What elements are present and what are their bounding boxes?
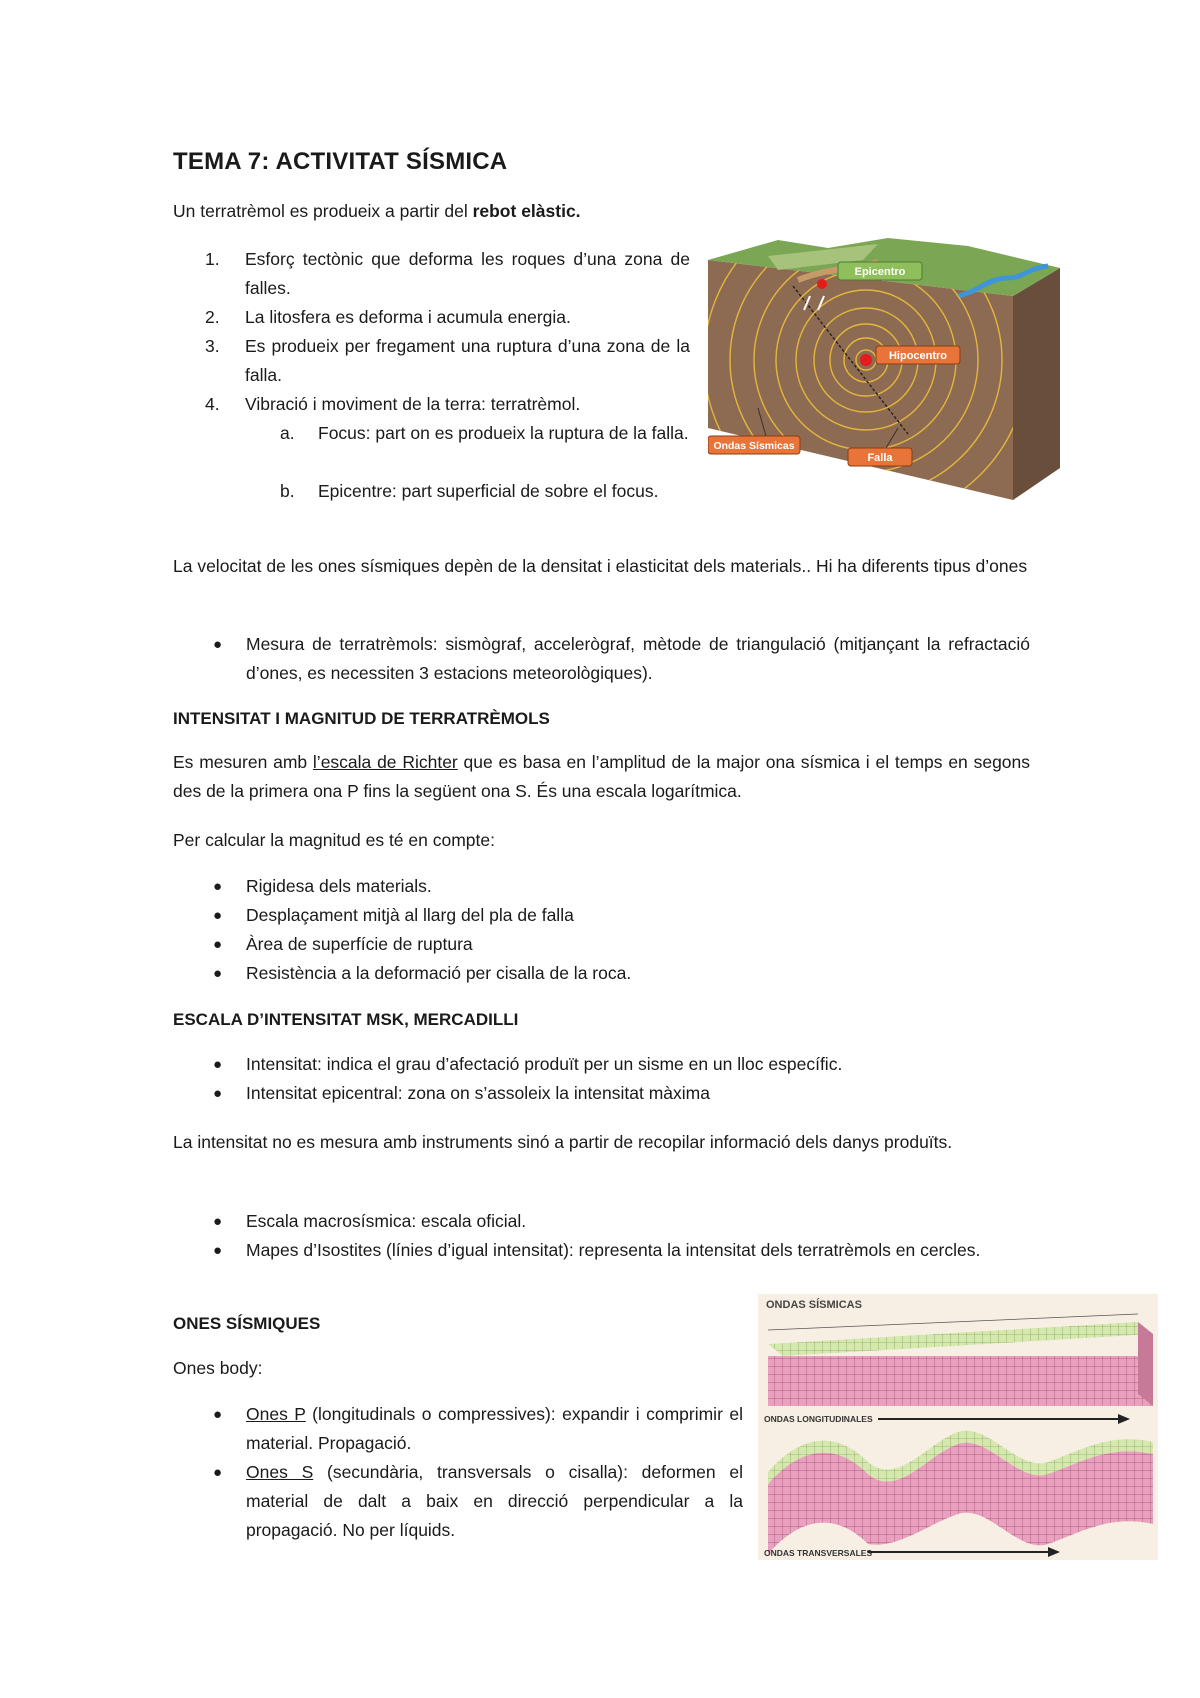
bullet-dot: ● bbox=[213, 1056, 223, 1073]
intro-paragraph bbox=[173, 197, 1030, 226]
heading-intensitat: INTENSITAT I MAGNITUD DE TERRATRÈMOLS bbox=[173, 709, 550, 728]
magnitud-bullet-2 bbox=[213, 901, 1030, 930]
bullet-dot: ● bbox=[213, 1242, 223, 1259]
velocity-paragraph: La velocitat de les ones sísmiques depèn de la densitat i elasticitat dels materials.. Hi ha diferents tipus d’ones bbox=[173, 556, 1028, 576]
substep-item-b bbox=[280, 477, 690, 506]
bullet-text bbox=[246, 1458, 743, 1545]
ones-s-bullet bbox=[213, 1458, 743, 1545]
ones-s-text: (secundària, transversals o cisalla): deformen el material de dalt a baix en direcció perpendicular a la propagació. No per líquids. bbox=[246, 1462, 743, 1540]
step-number: 3. bbox=[205, 336, 220, 356]
earthquake-block-diagram bbox=[708, 238, 1060, 500]
epicentre-dot bbox=[817, 279, 827, 289]
magnitud-intro: Per calcular la magnitud es té en compte: bbox=[173, 830, 495, 850]
ones-s-link[interactable]: Ones S bbox=[246, 1462, 314, 1482]
bullet-dot: ● bbox=[213, 636, 223, 653]
svg-text:Falla: Falla bbox=[867, 452, 893, 464]
bullet-text: Mesura de terratrèmols: sismògraf, accelerògraf, mètode de triangulació (mitjançant la refractació d’ones, es necessiten 3 estacions meteorològiques). bbox=[246, 634, 1030, 683]
intro-bold: rebot elàstic. bbox=[472, 201, 581, 221]
bullet-dot: ● bbox=[213, 907, 223, 924]
intensitat-paragraph: La intensitat no es mesura amb instruments sinó a partir de recopilar informació dels danys produïts. bbox=[173, 1132, 953, 1152]
bullet-dot: ● bbox=[213, 965, 223, 982]
step-number: 4. bbox=[205, 394, 220, 414]
label-ondas-sismicas bbox=[708, 436, 800, 454]
richter-pre: Es mesuren amb bbox=[173, 752, 313, 772]
escala2-bullet-1 bbox=[213, 1207, 1030, 1236]
bullet-dot: ● bbox=[213, 1213, 223, 1230]
label-hipocentro bbox=[876, 346, 960, 364]
page-title: TEMA 7: ACTIVITAT SÍSMICA bbox=[173, 148, 508, 175]
richter-post: que es basa en l’amplitud de la major ona sísmica i el temps en segons des de la primera ona P fins la següent ona S. És una escala logarítmica. bbox=[173, 752, 1031, 801]
bullet-text bbox=[246, 1400, 743, 1458]
richter-link[interactable]: l’escala de Richter bbox=[312, 752, 458, 772]
heading-ones: ONES SÍSMIQUES bbox=[173, 1314, 321, 1333]
label-ondas-transversales: ONDAS TRANSVERSALES bbox=[764, 1548, 873, 1558]
bullet-dot: ● bbox=[213, 1464, 223, 1481]
substep-letter: a. bbox=[280, 423, 295, 443]
step-text: Esforç tectònic que deforma les roques d’una zona de falles. bbox=[245, 249, 690, 298]
step-number: 2. bbox=[205, 307, 220, 327]
ones-p-link[interactable]: Ones P bbox=[246, 1404, 306, 1424]
hypocentre-dot bbox=[860, 354, 872, 366]
magnitud-bullet-4 bbox=[213, 959, 1030, 988]
substep-item-a bbox=[280, 419, 690, 448]
bullet-text: Resistència a la deformació per cisalla de la roca. bbox=[246, 963, 632, 983]
substep-text: Epicentre: part superficial de sobre el focus. bbox=[318, 481, 659, 501]
intro-text: Un terratrèmol es produeix a partir del bbox=[173, 201, 473, 221]
bullet-text: Mapes d’Isostites (línies d’igual intensitat): representa la intensitat dels terratrèmols en cercles. bbox=[246, 1240, 981, 1260]
escala-bullet-1 bbox=[213, 1050, 1030, 1079]
bullet-dot: ● bbox=[213, 878, 223, 895]
bullet-text: Desplaçament mitjà al llarg del pla de falla bbox=[246, 905, 574, 925]
step-item-3 bbox=[205, 332, 690, 390]
seismic-waves-illustration bbox=[758, 1294, 1158, 1560]
bullet-text: Escala macrosísmica: escala oficial. bbox=[246, 1211, 527, 1231]
label-falla bbox=[848, 448, 912, 466]
label-epicentro bbox=[838, 262, 922, 280]
bullet-dot: ● bbox=[213, 936, 223, 953]
bullet-text: Intensitat epicentral: zona on s’assoleix la intensitat màxima bbox=[246, 1083, 710, 1103]
escala-bullet-2 bbox=[213, 1079, 1030, 1108]
step-number: 1. bbox=[205, 249, 220, 269]
svg-text:Epicentro: Epicentro bbox=[854, 266, 906, 278]
magnitud-bullet-1 bbox=[213, 872, 1030, 901]
step-item-2 bbox=[205, 303, 690, 332]
substep-letter: b. bbox=[280, 481, 295, 501]
ones-p-bullet bbox=[213, 1400, 743, 1458]
label-ondas-longitudinales: ONDAS LONGITUDINALES bbox=[764, 1414, 873, 1424]
measure-bullet bbox=[213, 630, 1030, 688]
ones-p-text: (longitudinals o compressives): expandir i comprimir el material. Propagació. bbox=[246, 1404, 743, 1453]
step-item-1 bbox=[205, 245, 690, 303]
escala2-bullet-2 bbox=[213, 1236, 1030, 1265]
step-item-4 bbox=[205, 390, 690, 419]
svg-text:Ondas Sísmicas: Ondas Sísmicas bbox=[713, 440, 795, 452]
block-side-face bbox=[1013, 268, 1060, 500]
step-text: Vibració i moviment de la terra: terratrèmol. bbox=[245, 394, 581, 414]
step-text: Es produeix per fregament una ruptura d’una zona de la falla. bbox=[245, 336, 690, 385]
figure-title: ONDAS SÍSMICAS bbox=[766, 1299, 862, 1311]
substep-text: Focus: part on es produeix la ruptura de la falla. bbox=[318, 423, 689, 443]
bullet-text: Rigidesa dels materials. bbox=[246, 876, 432, 896]
richter-paragraph bbox=[173, 748, 1030, 806]
svg-text:Hipocentro: Hipocentro bbox=[888, 350, 948, 362]
magnitud-bullet-3 bbox=[213, 930, 1030, 959]
bullet-dot: ● bbox=[213, 1085, 223, 1102]
bullet-dot: ● bbox=[213, 1406, 223, 1423]
bullet-text: Intensitat: indica el grau d’afectació produït per un sisme en un lloc específic. bbox=[246, 1054, 843, 1074]
ones-body-label: Ones body: bbox=[173, 1358, 263, 1378]
heading-escala: ESCALA D’INTENSITAT MSK, MERCADILLI bbox=[173, 1010, 519, 1029]
bullet-text: Àrea de superfície de ruptura bbox=[246, 934, 473, 954]
step-text: La litosfera es deforma i acumula energia. bbox=[245, 307, 571, 327]
